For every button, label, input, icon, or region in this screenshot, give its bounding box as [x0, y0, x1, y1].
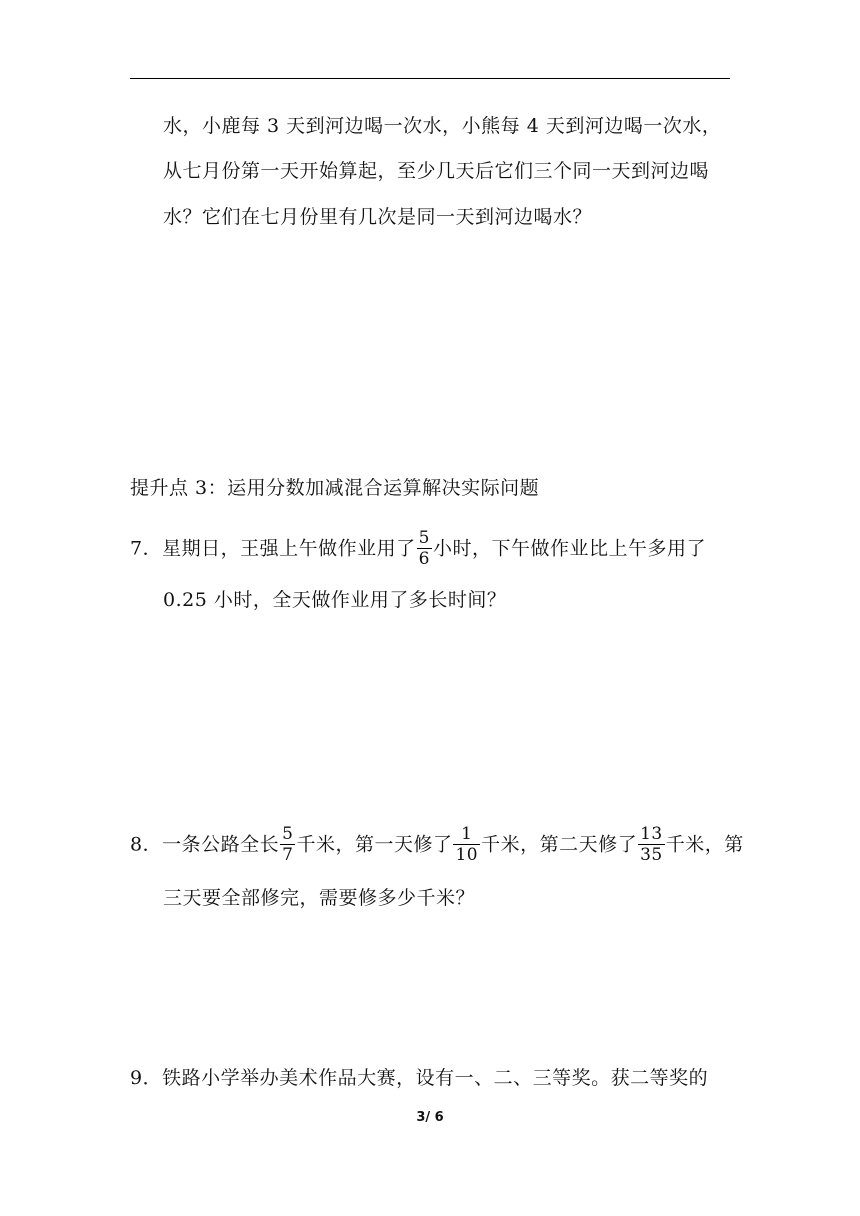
fraction-denominator: 7	[282, 845, 294, 865]
question-8-line-2: 三天要全部修完，需要修多少千米？	[163, 887, 476, 909]
fraction-numerator: 5	[418, 528, 430, 548]
prev-question-line-2: 从七月份第一天开始算起，至少几天后它们三个同一天到河边喝	[163, 160, 710, 182]
fraction-denominator: 35	[640, 845, 663, 865]
question-7-fraction	[417, 528, 432, 569]
question-8-fraction-2	[453, 824, 480, 865]
question-7-text-b: 小时，下午做作业比上午多用了	[432, 537, 706, 560]
question-7-line-2: 0.25 小时，全天做作业用了多长时间？	[163, 589, 507, 611]
question-8-text-c: 千米，第二天修了	[481, 833, 638, 856]
question-8-fraction-3	[638, 824, 665, 865]
question-7-number: 7．	[130, 537, 163, 560]
question-8-line-1	[130, 825, 744, 866]
question-9-text: 铁路小学举办美术作品大赛，设有一、二、三等奖。获二等奖的	[162, 1067, 709, 1089]
fraction-numerator: 1	[461, 824, 473, 844]
question-9-number: 9．	[130, 1067, 163, 1089]
question-7-text-a: 星期日，王强上午做作业用了	[162, 537, 416, 560]
fraction-denominator: 6	[418, 549, 430, 569]
fraction-numerator: 13	[640, 824, 663, 844]
section-heading: 提升点 3：运用分数加减混合运算解决实际问题	[130, 477, 540, 499]
question-8-number: 8．	[130, 833, 163, 856]
question-7-line-1	[130, 529, 706, 570]
fraction-numerator: 5	[282, 824, 294, 844]
question-9-line-1	[130, 1064, 708, 1092]
prev-question-line-3: 水？它们在七月份里有几次是同一天到河边喝水？	[163, 206, 593, 228]
question-8-text-a: 一条公路全长	[162, 833, 280, 856]
header-rule	[130, 78, 730, 79]
question-8-fraction-1	[280, 824, 295, 865]
page-number: 3/ 6	[416, 1110, 444, 1125]
fraction-denominator: 10	[455, 845, 479, 865]
prev-question-line-1: 水，小鹿每 3 天到河边喝一次水，小熊每 4 天到河边喝一次水，	[163, 115, 722, 137]
question-8-text-d: 千米，第	[665, 833, 744, 856]
question-8-text-b: 千米，第一天修了	[296, 833, 453, 856]
